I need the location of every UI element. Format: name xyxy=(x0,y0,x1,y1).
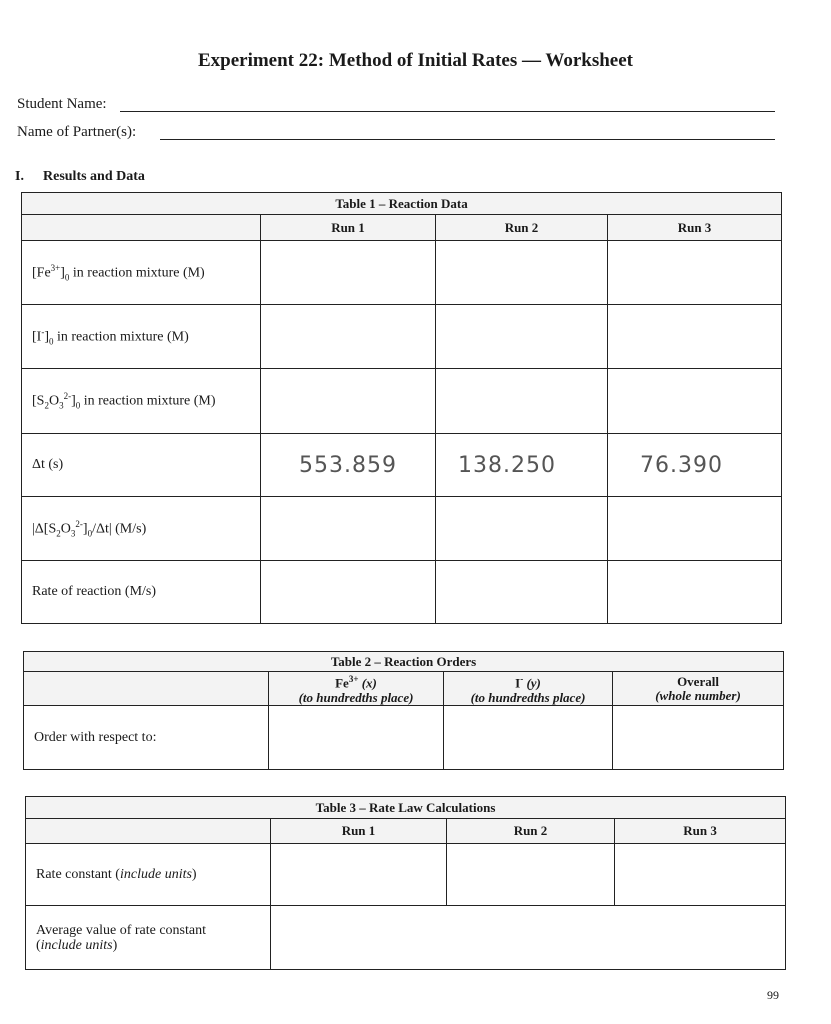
table-row xyxy=(26,844,786,906)
table2-header-iodide: I- (y) (to hundredths place) xyxy=(444,672,613,706)
order-iodide-cell[interactable] xyxy=(444,706,613,770)
fe-concentration-label: $[Fe^{3+}]_0$ in reaction mixture (M) xyxy=(22,241,261,305)
dconc-run2-cell[interactable] xyxy=(436,497,608,561)
rate-of-reaction-label: Rate of reaction (M/s) xyxy=(22,561,261,624)
iodide-run3-cell[interactable] xyxy=(608,305,782,369)
table3-header-run2: Run 2 xyxy=(447,819,615,844)
delta-t-run1-value[interactable]: 553.859 xyxy=(261,434,436,497)
table-row xyxy=(22,305,782,369)
iodide-concentration-label: $[I^-]_0$ in reaction mixture (M) xyxy=(22,305,261,369)
delta-t-run3-value[interactable]: 76.390 xyxy=(608,434,782,497)
table-row xyxy=(22,369,782,434)
delta-t-run2-value[interactable]: 138.250 xyxy=(436,434,608,497)
student-name-line[interactable] xyxy=(120,111,775,112)
fe-run1-cell[interactable] xyxy=(261,241,436,305)
iodide-run2-cell[interactable] xyxy=(436,305,608,369)
table1-header-run1: Run 1 xyxy=(261,215,436,241)
average-k-label: Average value of rate constant (include units) xyxy=(26,906,271,970)
table3-header-run3: Run 3 xyxy=(615,819,786,844)
rate-run2-cell[interactable] xyxy=(436,561,608,624)
rate-law-table xyxy=(25,796,786,970)
thio-run2-cell[interactable] xyxy=(436,369,608,434)
table3-header-blank xyxy=(26,819,271,844)
section-number: I. xyxy=(15,169,24,184)
partner-name-label: Name of Partner(s): xyxy=(17,124,137,140)
order-label: Order with respect to: xyxy=(24,706,269,770)
table-row xyxy=(22,434,782,497)
fe-run3-cell[interactable] xyxy=(608,241,782,305)
table-row xyxy=(22,561,782,624)
k-run3-cell[interactable] xyxy=(615,844,786,906)
thiosulfate-concentration-label: $[S_2O_3^{2-}]_0$ in reaction mixture (M) xyxy=(22,369,261,434)
table1-caption: Table 1 – Reaction Data xyxy=(22,193,782,215)
thio-run3-cell[interactable] xyxy=(608,369,782,434)
page-title: Experiment 22: Method of Initial Rates — Worksheet xyxy=(197,50,634,71)
rate-run1-cell[interactable] xyxy=(261,561,436,624)
fe-run2-cell[interactable] xyxy=(436,241,608,305)
table1-header-run3: Run 3 xyxy=(608,215,782,241)
k-run1-cell[interactable] xyxy=(271,844,447,906)
table-row xyxy=(24,706,784,770)
rate-run3-cell[interactable] xyxy=(608,561,782,624)
iodide-run1-cell[interactable] xyxy=(261,305,436,369)
student-name-label: Student Name: xyxy=(17,96,107,112)
dconc-run1-cell[interactable] xyxy=(261,497,436,561)
table-row xyxy=(22,241,782,305)
delta-conc-label: $|\Delta[S_2O_3^{2-}]_0/\Delta t|$ (M/s) xyxy=(22,497,261,561)
page-number: 99 xyxy=(767,988,779,1002)
table2-caption: Table 2 – Reaction Orders xyxy=(24,652,784,672)
table2-header-blank xyxy=(24,672,269,706)
rate-constant-label: Rate constant (include units) xyxy=(26,844,271,906)
reaction-data-table xyxy=(21,192,782,624)
average-k-cell[interactable] xyxy=(271,906,786,970)
table3-caption: Table 3 – Rate Law Calculations xyxy=(26,797,786,819)
dconc-run3-cell[interactable] xyxy=(608,497,782,561)
order-overall-cell[interactable] xyxy=(613,706,784,770)
table-row xyxy=(26,906,786,970)
table3-header-run1: Run 1 xyxy=(271,819,447,844)
partner-name-line[interactable] xyxy=(160,139,775,140)
k-run2-cell[interactable] xyxy=(447,844,615,906)
delta-t-label: Δt (s) xyxy=(22,434,261,497)
table2-header-overall: Overall (whole number) xyxy=(613,672,784,706)
table1-header-run2: Run 2 xyxy=(436,215,608,241)
table-row xyxy=(22,497,782,561)
reaction-orders-table xyxy=(23,651,784,770)
order-fe-cell[interactable] xyxy=(269,706,444,770)
section-title: Results and Data xyxy=(43,169,145,184)
thio-run1-cell[interactable] xyxy=(261,369,436,434)
table1-header-blank xyxy=(22,215,261,241)
table2-header-fe: $Fe^{3+}$ (x) (to hundredths place) xyxy=(269,672,444,706)
